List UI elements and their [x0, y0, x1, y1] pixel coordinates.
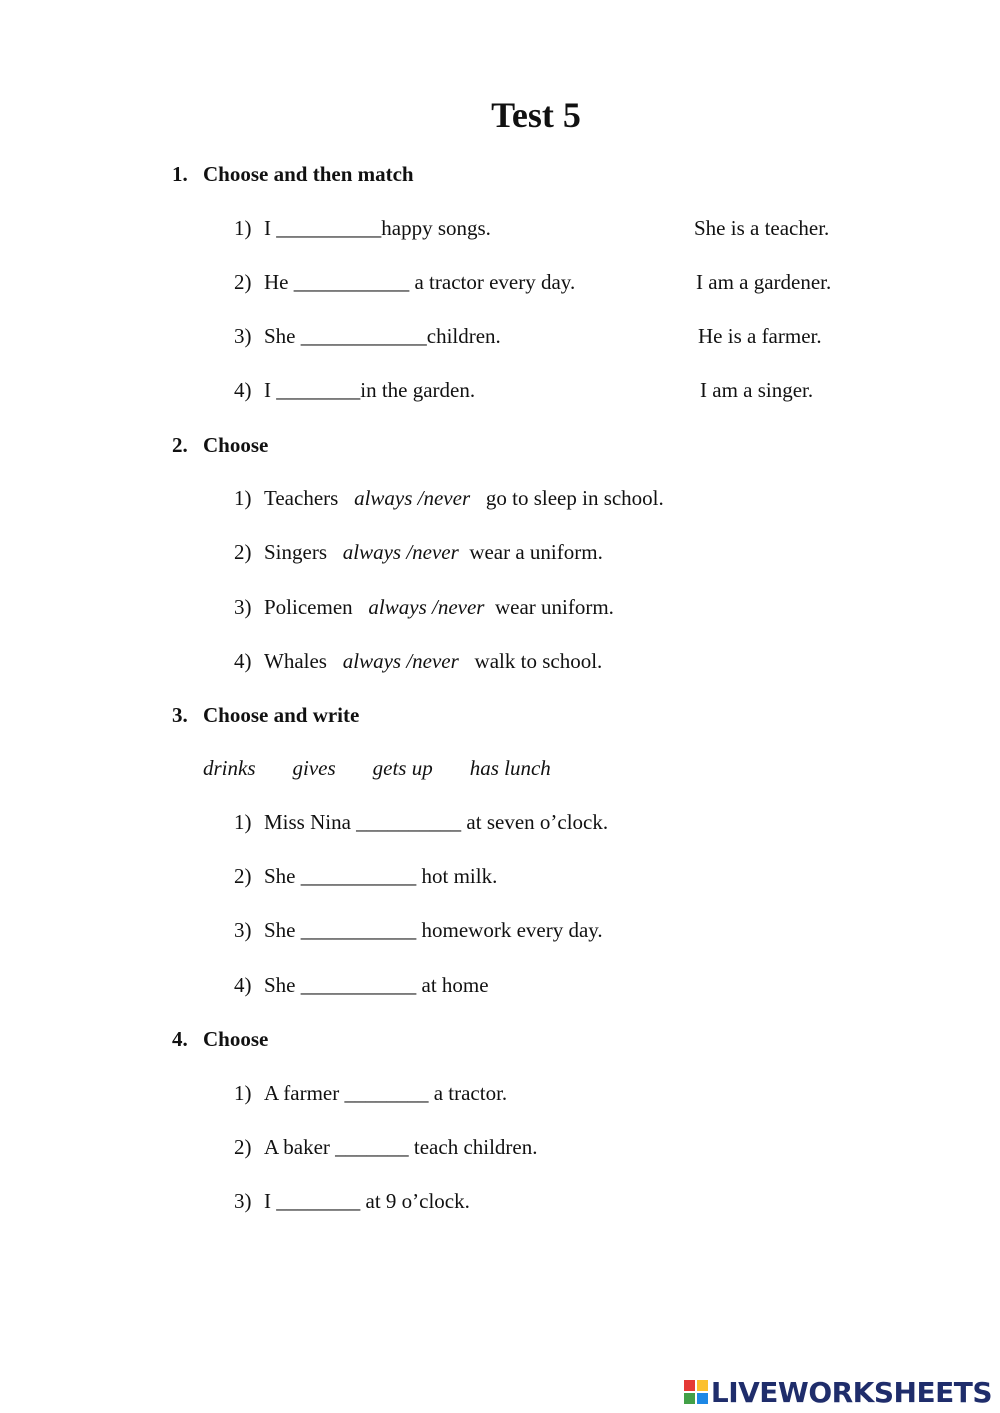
section-number: 1.	[172, 162, 188, 186]
choice-options[interactable]: always /never	[368, 595, 485, 619]
section-1-heading	[172, 162, 414, 187]
exercise-item[interactable]	[234, 864, 497, 889]
logo-square	[684, 1380, 695, 1391]
item-number: 1)	[234, 810, 252, 834]
word-bank-word: has lunch	[469, 756, 551, 780]
item-number: 3)	[234, 595, 252, 619]
section-number: 4.	[172, 1027, 188, 1051]
exercise-item	[234, 540, 603, 565]
item-number: 2)	[234, 540, 252, 564]
item-subject: Policemen	[264, 595, 353, 619]
item-number: 1)	[234, 486, 252, 510]
exercise-item[interactable]	[234, 378, 475, 403]
exercise-item[interactable]	[234, 216, 491, 241]
item-text: I ________in the garden.	[264, 378, 476, 402]
exercise-item[interactable]	[234, 973, 489, 998]
choice-options[interactable]: always /never	[342, 540, 459, 564]
item-number: 3)	[234, 324, 252, 348]
item-predicate: wear a uniform.	[469, 540, 603, 564]
section-title: Choose	[203, 1027, 269, 1051]
section-title: Choose and then match	[203, 162, 414, 186]
logo-mark-icon	[684, 1380, 708, 1404]
word-bank-word: drinks	[203, 756, 256, 780]
item-subject: Teachers	[264, 486, 339, 510]
item-predicate: wear uniform.	[494, 595, 614, 619]
word-bank-word: gives	[292, 756, 336, 780]
item-text: I __________happy songs.	[264, 216, 491, 240]
exercise-item	[234, 595, 614, 620]
item-text: She ____________children.	[264, 324, 501, 348]
item-text: She ___________ at home	[264, 973, 489, 997]
item-text: She ___________ hot milk.	[264, 864, 498, 888]
logo-square	[697, 1380, 708, 1391]
exercise-item	[234, 486, 664, 511]
word-bank	[203, 756, 588, 781]
choice-options[interactable]: always /never	[354, 486, 471, 510]
item-number: 4)	[234, 973, 252, 997]
item-text: A farmer ________ a tractor.	[264, 1081, 508, 1105]
exercise-item[interactable]	[234, 324, 501, 349]
choice-options[interactable]: always /never	[342, 649, 459, 673]
item-subject: Whales	[264, 649, 327, 673]
exercise-item[interactable]	[234, 1081, 507, 1106]
item-text: He ___________ a tractor every day.	[264, 270, 576, 294]
exercise-item[interactable]	[234, 1135, 538, 1160]
match-answer[interactable]: He is a farmer.	[698, 324, 822, 348]
section-title: Choose	[203, 433, 269, 457]
item-number: 1)	[234, 1081, 252, 1105]
section-number: 2.	[172, 433, 188, 457]
section-title: Choose and write	[203, 703, 360, 727]
match-answer[interactable]: She is a teacher.	[694, 216, 830, 240]
item-number: 2)	[234, 1135, 252, 1159]
item-number: 4)	[234, 378, 252, 402]
page-title: Test 5	[491, 95, 581, 135]
item-number: 2)	[234, 864, 252, 888]
item-number: 2)	[234, 270, 252, 294]
item-text: Miss Nina __________ at seven o’clock.	[264, 810, 609, 834]
exercise-item[interactable]	[234, 810, 608, 835]
item-text: A baker _______ teach children.	[264, 1135, 538, 1159]
item-number: 3)	[234, 918, 252, 942]
item-text: I ________ at 9 o’clock.	[264, 1189, 470, 1213]
exercise-item[interactable]	[234, 918, 603, 943]
logo-square	[697, 1393, 708, 1404]
liveworksheets-logo	[684, 1374, 992, 1410]
item-text: She ___________ homework every day.	[264, 918, 603, 942]
item-predicate: go to sleep in school.	[485, 486, 664, 510]
section-number: 3.	[172, 703, 188, 727]
item-predicate: walk to school.	[474, 649, 603, 673]
logo-text: LIVEWORKSHEETS	[710, 1375, 992, 1409]
section-3-heading	[172, 703, 359, 728]
section-4-heading	[172, 1027, 268, 1052]
item-number: 4)	[234, 649, 252, 673]
match-answer[interactable]: I am a gardener.	[696, 270, 832, 294]
word-bank-word: gets up	[372, 756, 433, 780]
item-subject: Singers	[264, 540, 327, 564]
item-number: 3)	[234, 1189, 252, 1213]
exercise-item[interactable]	[234, 1189, 470, 1214]
exercise-item	[234, 649, 602, 674]
item-number: 1)	[234, 216, 252, 240]
logo-square	[684, 1393, 695, 1404]
match-answer[interactable]: I am a singer.	[700, 378, 814, 402]
exercise-item[interactable]	[234, 270, 575, 295]
section-2-heading	[172, 433, 268, 458]
